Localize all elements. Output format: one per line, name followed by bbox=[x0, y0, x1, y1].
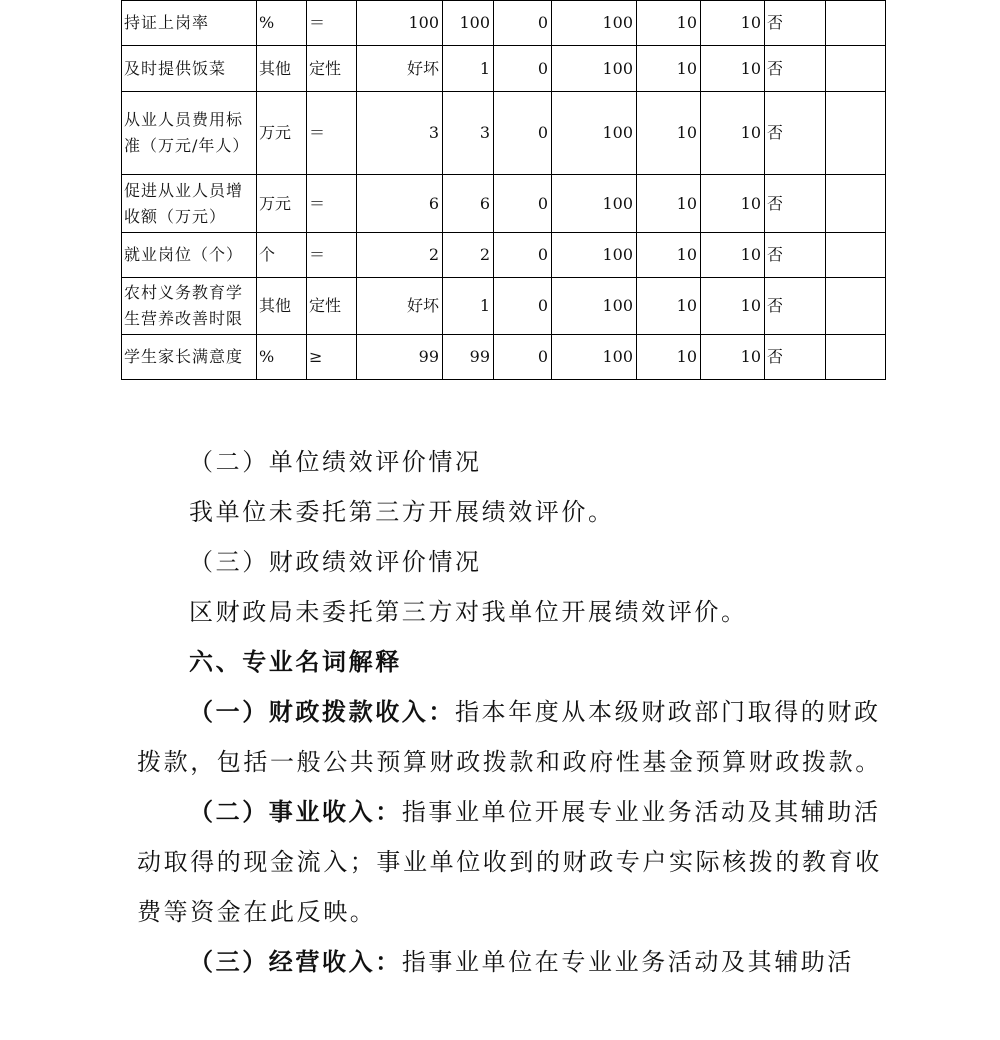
performance-indicator-table bbox=[121, 0, 886, 380]
indicator-flag: 否 bbox=[765, 92, 826, 175]
paragraph-fiscal-evaluation: 区财政局未委托第三方对我单位开展绩效评价。 bbox=[189, 598, 748, 626]
indicator-name: 持证上岗率 bbox=[122, 1, 257, 46]
indicator-deviation: 0 bbox=[494, 46, 552, 92]
indicator-actual: 2 bbox=[443, 233, 494, 278]
term-definition: 指事业单位在专业业务活动及其辅助活 bbox=[401, 948, 855, 976]
indicator-name: 从业人员费用标准（万元/年人） bbox=[122, 92, 257, 175]
indicator-note bbox=[826, 46, 886, 92]
indicator-name: 促进从业人员增收额（万元） bbox=[122, 175, 257, 233]
indicator-deviation: 0 bbox=[494, 1, 552, 46]
indicator-flag: 否 bbox=[765, 335, 826, 380]
indicator-note bbox=[826, 335, 886, 380]
indicator-full-score: 100 bbox=[552, 92, 637, 175]
indicator-weight: 10 bbox=[637, 92, 701, 175]
table-row bbox=[122, 1, 886, 46]
indicator-target: 6 bbox=[357, 175, 443, 233]
indicator-name: 学生家长满意度 bbox=[122, 335, 257, 380]
indicator-unit: 万元 bbox=[257, 175, 307, 233]
indicator-score: 10 bbox=[701, 175, 765, 233]
indicator-flag: 否 bbox=[765, 233, 826, 278]
indicator-operator: ≥ bbox=[307, 335, 357, 380]
term-label: （一）财政拨款收入： bbox=[189, 697, 455, 726]
indicator-unit: 个 bbox=[257, 233, 307, 278]
indicator-weight: 10 bbox=[637, 278, 701, 335]
indicator-score: 10 bbox=[701, 92, 765, 175]
indicator-name: 农村义务教育学生营养改善时限 bbox=[122, 278, 257, 335]
indicator-weight: 10 bbox=[637, 46, 701, 92]
glossary-term-business-income bbox=[137, 787, 897, 937]
indicator-actual: 6 bbox=[443, 175, 494, 233]
table-row bbox=[122, 278, 886, 335]
glossary-term-fiscal-allocation bbox=[137, 687, 897, 787]
indicator-flag: 否 bbox=[765, 1, 826, 46]
indicator-deviation: 0 bbox=[494, 335, 552, 380]
indicator-target: 2 bbox=[357, 233, 443, 278]
indicator-name: 及时提供饭菜 bbox=[122, 46, 257, 92]
indicator-weight: 10 bbox=[637, 335, 701, 380]
indicator-operator: 定性 bbox=[307, 278, 357, 335]
indicator-operator: ＝ bbox=[307, 1, 357, 46]
indicator-full-score: 100 bbox=[552, 233, 637, 278]
indicator-note bbox=[826, 233, 886, 278]
indicator-target: 99 bbox=[357, 335, 443, 380]
indicator-unit: 万元 bbox=[257, 92, 307, 175]
indicator-full-score: 100 bbox=[552, 1, 637, 46]
indicator-operator: ＝ bbox=[307, 175, 357, 233]
indicator-actual: 99 bbox=[443, 335, 494, 380]
indicator-unit: % bbox=[257, 335, 307, 380]
table-body bbox=[122, 1, 886, 380]
indicator-actual: 3 bbox=[443, 92, 494, 175]
indicator-unit: 其他 bbox=[257, 46, 307, 92]
indicator-score: 10 bbox=[701, 278, 765, 335]
indicator-actual: 1 bbox=[443, 278, 494, 335]
term-label: （二）事业收入： bbox=[189, 797, 402, 826]
section-heading-fiscal-evaluation: （三）财政绩效评价情况 bbox=[189, 548, 482, 576]
indicator-weight: 10 bbox=[637, 175, 701, 233]
term-definition: 指事业单位开展专业业务活动及其辅助活动取得的现金流入；事业单位收到的财政专户实际核拨的教育收费等资金在此反映。 bbox=[137, 798, 882, 926]
indicator-weight: 10 bbox=[637, 233, 701, 278]
indicator-full-score: 100 bbox=[552, 175, 637, 233]
indicator-score: 10 bbox=[701, 233, 765, 278]
table-row bbox=[122, 175, 886, 233]
indicator-score: 10 bbox=[701, 46, 765, 92]
table-row bbox=[122, 335, 886, 380]
term-label: （三）经营收入： bbox=[189, 947, 402, 976]
indicator-score: 10 bbox=[701, 335, 765, 380]
indicator-operator: ＝ bbox=[307, 92, 357, 175]
section-heading-unit-evaluation: （二）单位绩效评价情况 bbox=[189, 448, 482, 476]
indicator-deviation: 0 bbox=[494, 278, 552, 335]
indicator-deviation: 0 bbox=[494, 92, 552, 175]
indicator-full-score: 100 bbox=[552, 335, 637, 380]
indicator-operator: 定性 bbox=[307, 46, 357, 92]
indicator-actual: 100 bbox=[443, 1, 494, 46]
table-row bbox=[122, 92, 886, 175]
table-row bbox=[122, 233, 886, 278]
indicator-flag: 否 bbox=[765, 175, 826, 233]
indicator-operator: ＝ bbox=[307, 233, 357, 278]
indicator-full-score: 100 bbox=[552, 46, 637, 92]
indicator-deviation: 0 bbox=[494, 175, 552, 233]
term-definition: 指本年度从本级财政部门取得的财政拨款，包括一般公共预算财政拨款和政府性基金预算财政拨款。 bbox=[137, 698, 882, 776]
indicator-deviation: 0 bbox=[494, 233, 552, 278]
indicator-flag: 否 bbox=[765, 46, 826, 92]
indicator-name: 就业岗位（个） bbox=[122, 233, 257, 278]
indicator-note bbox=[826, 92, 886, 175]
indicator-target: 好坏 bbox=[357, 278, 443, 335]
indicator-flag: 否 bbox=[765, 278, 826, 335]
table-row bbox=[122, 46, 886, 92]
glossary-term-operating-income bbox=[137, 937, 897, 987]
paragraph-unit-evaluation: 我单位未委托第三方开展绩效评价。 bbox=[189, 498, 615, 526]
indicator-actual: 1 bbox=[443, 46, 494, 92]
indicator-target: 好坏 bbox=[357, 46, 443, 92]
indicator-full-score: 100 bbox=[552, 278, 637, 335]
indicator-note bbox=[826, 278, 886, 335]
indicator-note bbox=[826, 175, 886, 233]
indicator-target: 100 bbox=[357, 1, 443, 46]
document-body bbox=[137, 437, 897, 987]
indicator-target: 3 bbox=[357, 92, 443, 175]
section-heading-glossary: 六、专业名词解释 bbox=[189, 647, 402, 676]
indicator-unit: % bbox=[257, 1, 307, 46]
indicator-weight: 10 bbox=[637, 1, 701, 46]
indicator-unit: 其他 bbox=[257, 278, 307, 335]
indicator-note bbox=[826, 1, 886, 46]
indicator-score: 10 bbox=[701, 1, 765, 46]
